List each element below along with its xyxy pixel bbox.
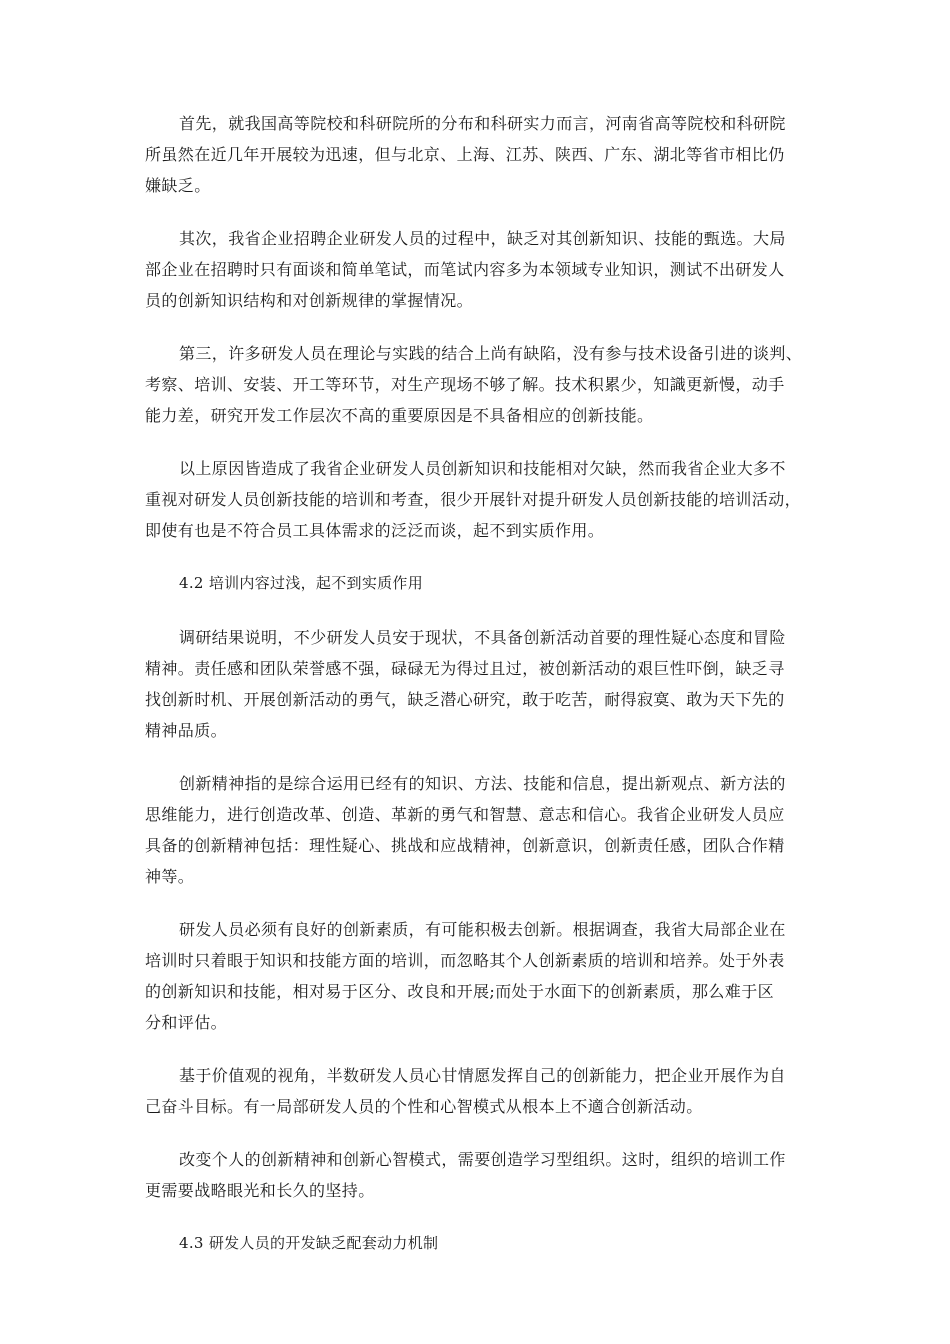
text-line: 创新精神指的是综合运用已经有的知识、方法、技能和信息，提出新观点、新方法的 — [179, 774, 786, 793]
text-line: 精神品质。 — [145, 721, 228, 740]
section-heading-4-3: 4.3 研发人员的开发缺乏配套动力机制 — [179, 1234, 439, 1252]
paragraph-survey — [145, 622, 805, 746]
text-line: 员的创新知识结构和对创新规律的掌握情况。 — [145, 291, 474, 310]
paragraph-innovation-spirit — [145, 768, 805, 892]
text-line: 部企业在招聘时只有面谈和简单笔试，而笔试内容多为本领域专业知识，测试不出研发人 — [145, 260, 785, 279]
text-line: 重视对研发人员创新技能的培训和考查，很少开展针对提升研发人员创新技能的培训活动， — [145, 490, 802, 509]
text-line: 以上原因皆造成了我省企业研发人员创新知识和技能相对欠缺，然而我省企业大多不 — [179, 459, 786, 478]
text-line: 第三，许多研发人员在理论与实践的结合上尚有缺陷，没有参与技术设备引进的谈判、 — [179, 344, 803, 363]
text-line: 调研结果说明，不少研发人员安于现状，不具备创新活动首要的理性疑心态度和冒险 — [179, 628, 786, 647]
section-heading-4-2: 4.2 培训内容过浅，起不到实质作用 — [179, 574, 424, 592]
paragraph-first — [145, 108, 805, 201]
text-line: 找创新时机、开展创新活动的勇气，缺乏潜心研究，敢于吃苦，耐得寂寞、敢为天下先的 — [145, 690, 785, 709]
text-line: 具备的创新精神包括：理性疑心、挑战和应战精神，创新意识，创新责任感，团队合作精 — [145, 836, 785, 855]
text-line: 更需要战略眼光和长久的坚持。 — [145, 1181, 375, 1200]
text-line: 即使有也是不符合员工具体需求的泛泛而谈，起不到实质作用。 — [145, 521, 605, 540]
text-line: 神等。 — [145, 867, 195, 886]
paragraph-change — [145, 1144, 805, 1206]
text-line: 首先，就我国高等院校和科研院所的分布和科研实力而言，河南省高等院校和科研院 — [179, 114, 786, 133]
text-line: 培训时只着眼于知识和技能方面的培训，而忽略其个人创新素质的培训和培养。处于外表 — [145, 951, 785, 970]
text-line: 改变个人的创新精神和创新心智模式，需要创造学习型组织。这时，组织的培训工作 — [179, 1150, 786, 1169]
text-line: 基于价值观的视角，半数研发人员心甘情愿发挥自己的创新能力，把企业开展作为自 — [179, 1066, 786, 1085]
document-page — [145, 108, 805, 1282]
paragraph-values — [145, 1060, 805, 1122]
text-line: 能力差，研究开发工作层次不高的重要原因是不具备相应的创新技能。 — [145, 406, 654, 425]
paragraph-quality — [145, 914, 805, 1038]
text-line: 精神。责任感和团队荣誉感不强，碌碌无为得过且过，被创新活动的艰巨性吓倒，缺乏寻 — [145, 659, 785, 678]
text-line: 的创新知识和技能，相对易于区分、改良和开展;而处于水面下的创新素质，那么难于区 — [145, 982, 774, 1001]
text-line: 己奋斗目标。有一局部研发人员的个性和心智模式从根本上不適合创新活动。 — [145, 1097, 703, 1116]
paragraph-summary — [145, 453, 805, 546]
text-line: 所虽然在近几年开展较为迅速，但与北京、上海、江苏、陕西、广东、湖北等省市相比仍 — [145, 145, 785, 164]
text-line: 分和评估。 — [145, 1013, 228, 1032]
text-line: 其次，我省企业招聘企业研发人员的过程中，缺乏对其创新知识、技能的甄选。大局 — [179, 229, 786, 248]
paragraph-third — [145, 338, 805, 431]
paragraph-second — [145, 223, 805, 316]
text-line: 研发人员必须有良好的创新素质，有可能积极去创新。根据调查，我省大局部企业在 — [179, 920, 786, 939]
text-line: 嫌缺乏。 — [145, 176, 211, 195]
text-line: 思维能力，进行创造改革、创造、革新的勇气和智慧、意志和信心。我省企业研发人员应 — [145, 805, 785, 824]
text-line: 考察、培训、安装、开工等环节，对生产现场不够了解。技术积累少，知識更新慢，动手 — [145, 375, 785, 394]
